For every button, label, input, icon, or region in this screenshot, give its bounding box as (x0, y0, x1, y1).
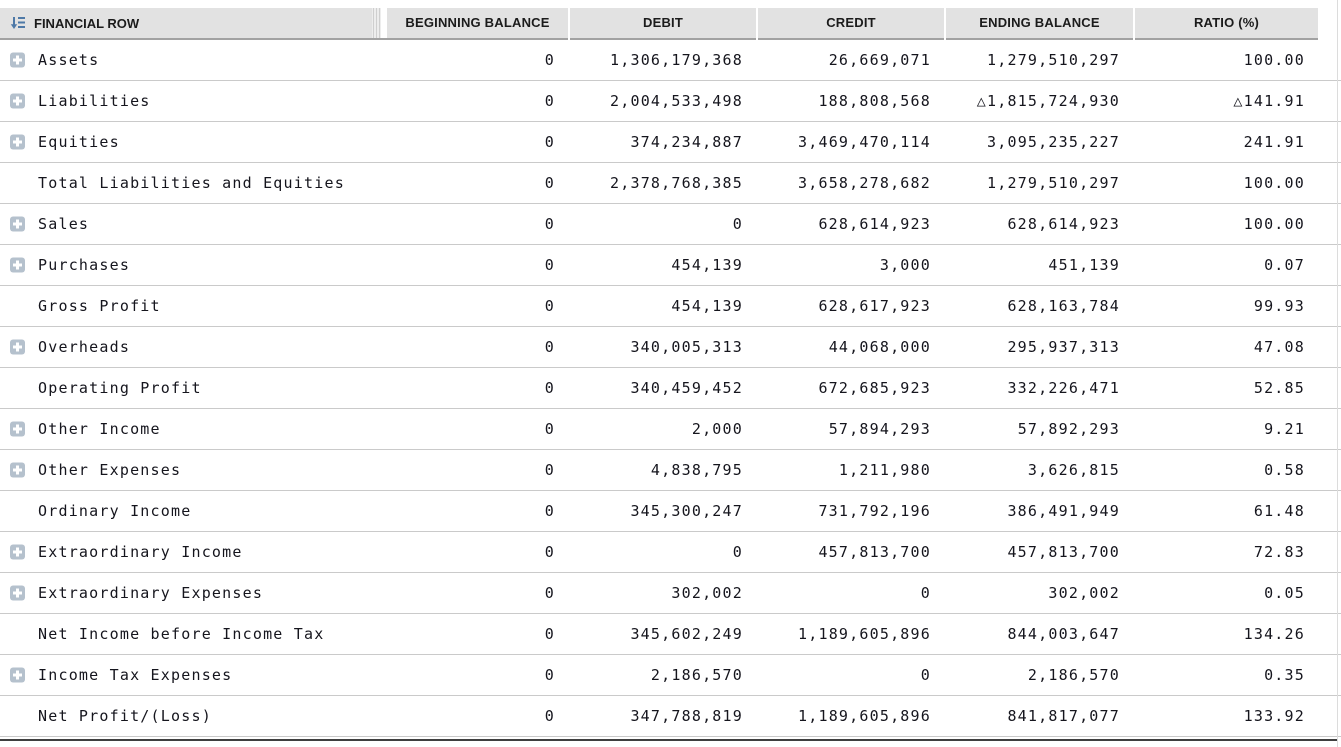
credit-cell: 672,685,923 (818, 379, 931, 397)
financial-row-cell (0, 256, 387, 274)
beginning-balance-cell: 0 (544, 51, 555, 69)
debit-cell: 2,378,768,385 (610, 174, 743, 192)
financial-row-cell (0, 502, 387, 520)
financial-row-cell (0, 461, 387, 479)
ratio-cell: 0.35 (1264, 666, 1305, 684)
row-label: Other Expenses (38, 461, 182, 479)
ratio-cell: 0.07 (1264, 256, 1305, 274)
beginning-balance-cell: 0 (544, 256, 555, 274)
row-label: Purchases (38, 256, 131, 274)
table-row (0, 327, 1341, 368)
ratio-cell: 134.26 (1243, 625, 1305, 643)
row-label: Overheads (38, 338, 131, 356)
beginning-balance-cell: 0 (544, 92, 555, 110)
expand-plus-icon[interactable] (10, 135, 25, 150)
table-row (0, 40, 1341, 81)
debit-cell: 4,838,795 (650, 461, 743, 479)
ratio-cell: 0.58 (1264, 461, 1305, 479)
beginning-balance-cell: 0 (544, 379, 555, 397)
debit-cell: 454,139 (671, 256, 743, 274)
financial-row-cell (0, 133, 387, 151)
row-label: Extraordinary Expenses (38, 584, 264, 602)
debit-cell: 0 (732, 215, 743, 233)
ending-balance-cell: 841,817,077 (1007, 707, 1120, 725)
beginning-balance-cell: 0 (544, 461, 555, 479)
column-header-credit[interactable]: CREDIT (758, 8, 944, 40)
column-header-label-financial-row: FINANCIAL ROW (34, 15, 140, 31)
credit-cell: 3,000 (879, 256, 931, 274)
table-row (0, 614, 1341, 655)
table-body (0, 40, 1341, 737)
column-header-debit[interactable]: DEBIT (570, 8, 756, 40)
credit-cell: 3,469,470,114 (798, 133, 931, 151)
debit-cell: 0 (732, 543, 743, 561)
financial-row-cell (0, 51, 387, 69)
beginning-balance-cell: 0 (544, 215, 555, 233)
ending-balance-cell: 451,139 (1048, 256, 1120, 274)
table-row (0, 368, 1341, 409)
table-row (0, 409, 1341, 450)
ending-balance-cell: 457,813,700 (1007, 543, 1120, 561)
sort-descending-icon[interactable] (10, 16, 26, 31)
beginning-balance-cell: 0 (544, 174, 555, 192)
debit-cell: 340,459,452 (630, 379, 743, 397)
beginning-balance-cell: 0 (544, 297, 555, 315)
column-header-beginning-balance[interactable]: BEGINNING BALANCE (387, 8, 568, 40)
debit-cell: 302,002 (671, 584, 743, 602)
debit-cell: 374,234,887 (630, 133, 743, 151)
ratio-cell: 100.00 (1243, 174, 1305, 192)
beginning-balance-cell: 0 (544, 625, 555, 643)
column-resizer-handle[interactable] (372, 8, 381, 40)
expand-plus-icon[interactable] (10, 463, 25, 478)
financial-row-cell (0, 707, 387, 725)
row-label: Net Income before Income Tax (38, 625, 325, 643)
financial-row-cell (0, 215, 387, 233)
table-right-edge (1337, 0, 1338, 747)
expand-plus-icon[interactable] (10, 422, 25, 437)
table-row (0, 204, 1341, 245)
ending-balance-cell: 332,226,471 (1007, 379, 1120, 397)
financial-row-cell (0, 92, 387, 110)
beginning-balance-cell: 0 (544, 502, 555, 520)
expand-plus-icon[interactable] (10, 668, 25, 683)
credit-cell: 731,792,196 (818, 502, 931, 520)
beginning-balance-cell: 0 (544, 543, 555, 561)
table-bottom-rule (0, 739, 1337, 741)
row-label: Extraordinary Income (38, 543, 243, 561)
financial-row-cell (0, 625, 387, 643)
expand-plus-icon[interactable] (10, 94, 25, 109)
table-row (0, 122, 1341, 163)
ratio-cell: 9.21 (1264, 420, 1305, 438)
financial-row-cell (0, 297, 387, 315)
row-label: Liabilities (38, 92, 151, 110)
ratio-cell: 241.91 (1243, 133, 1305, 151)
credit-cell: 44,068,000 (828, 338, 931, 356)
financial-row-cell (0, 584, 387, 602)
debit-cell: 454,139 (671, 297, 743, 315)
row-label: Assets (38, 51, 100, 69)
beginning-balance-cell: 0 (544, 666, 555, 684)
credit-cell: 1,211,980 (838, 461, 931, 479)
column-header-ratio[interactable]: RATIO (%) (1135, 8, 1318, 40)
ending-balance-cell: 3,095,235,227 (987, 133, 1120, 151)
table-row (0, 81, 1341, 122)
ending-balance-cell: 1,279,510,297 (987, 51, 1120, 69)
row-label: Net Profit/(Loss) (38, 707, 212, 725)
expand-plus-icon[interactable] (10, 217, 25, 232)
expand-plus-icon[interactable] (10, 258, 25, 273)
column-header-ending-balance[interactable]: ENDING BALANCE (946, 8, 1133, 40)
credit-cell: 57,894,293 (828, 420, 931, 438)
row-label: Sales (38, 215, 90, 233)
ending-balance-cell: △1,815,724,930 (976, 92, 1120, 110)
credit-cell: 0 (920, 666, 931, 684)
credit-cell: 628,614,923 (818, 215, 931, 233)
debit-cell: 345,602,249 (630, 625, 743, 643)
table-row (0, 450, 1341, 491)
ending-balance-cell: 2,186,570 (1027, 666, 1120, 684)
table-row (0, 245, 1341, 286)
ratio-cell: 52.85 (1253, 379, 1305, 397)
debit-cell: 1,306,179,368 (610, 51, 743, 69)
row-label: Income Tax Expenses (38, 666, 233, 684)
ratio-cell: 99.93 (1253, 297, 1305, 315)
ending-balance-cell: 57,892,293 (1017, 420, 1120, 438)
ending-balance-cell: 3,626,815 (1027, 461, 1120, 479)
table-row (0, 696, 1341, 737)
credit-cell: 26,669,071 (828, 51, 931, 69)
table-row (0, 532, 1341, 573)
debit-cell: 2,000 (691, 420, 743, 438)
ratio-cell: 72.83 (1253, 543, 1305, 561)
row-label: Total Liabilities and Equities (38, 174, 345, 192)
row-label: Other Income (38, 420, 161, 438)
ratio-cell: △141.91 (1233, 92, 1305, 110)
row-label: Equities (38, 133, 120, 151)
credit-cell: 3,658,278,682 (798, 174, 931, 192)
row-label: Gross Profit (38, 297, 161, 315)
expand-plus-icon[interactable] (10, 340, 25, 355)
ending-balance-cell: 844,003,647 (1007, 625, 1120, 643)
debit-cell: 347,788,819 (630, 707, 743, 725)
financial-row-cell (0, 174, 387, 192)
financial-row-cell (0, 666, 387, 684)
ratio-cell: 100.00 (1243, 51, 1305, 69)
credit-cell: 0 (920, 584, 931, 602)
beginning-balance-cell: 0 (544, 420, 555, 438)
expand-plus-icon[interactable] (10, 545, 25, 560)
financial-row-cell (0, 420, 387, 438)
credit-cell: 1,189,605,896 (798, 625, 931, 643)
debit-cell: 2,004,533,498 (610, 92, 743, 110)
expand-plus-icon[interactable] (10, 586, 25, 601)
beginning-balance-cell: 0 (544, 338, 555, 356)
row-label: Operating Profit (38, 379, 202, 397)
ending-balance-cell: 302,002 (1048, 584, 1120, 602)
ending-balance-cell: 386,491,949 (1007, 502, 1120, 520)
debit-cell: 340,005,313 (630, 338, 743, 356)
debit-cell: 345,300,247 (630, 502, 743, 520)
table-row (0, 163, 1341, 204)
debit-cell: 2,186,570 (650, 666, 743, 684)
column-header-financial-row[interactable] (0, 8, 387, 40)
expand-plus-icon[interactable] (10, 53, 25, 68)
ending-balance-cell: 295,937,313 (1007, 338, 1120, 356)
beginning-balance-cell: 0 (544, 133, 555, 151)
credit-cell: 628,617,923 (818, 297, 931, 315)
ratio-cell: 61.48 (1253, 502, 1305, 520)
beginning-balance-cell: 0 (544, 584, 555, 602)
credit-cell: 1,189,605,896 (798, 707, 931, 725)
ratio-cell: 100.00 (1243, 215, 1305, 233)
row-label: Ordinary Income (38, 502, 192, 520)
credit-cell: 457,813,700 (818, 543, 931, 561)
financial-row-cell (0, 379, 387, 397)
ending-balance-cell: 628,163,784 (1007, 297, 1120, 315)
financial-row-cell (0, 543, 387, 561)
table-row (0, 491, 1341, 532)
column-header-financial-row-main[interactable] (0, 8, 372, 40)
ending-balance-cell: 1,279,510,297 (987, 174, 1120, 192)
table-row (0, 573, 1341, 614)
credit-cell: 188,808,568 (818, 92, 931, 110)
table-row (0, 655, 1341, 696)
ending-balance-cell: 628,614,923 (1007, 215, 1120, 233)
beginning-balance-cell: 0 (544, 707, 555, 725)
financial-row-cell (0, 338, 387, 356)
ratio-cell: 133.92 (1243, 707, 1305, 725)
table-row (0, 286, 1341, 327)
ratio-cell: 0.05 (1264, 584, 1305, 602)
ratio-cell: 47.08 (1253, 338, 1305, 356)
table-header (0, 8, 1319, 40)
